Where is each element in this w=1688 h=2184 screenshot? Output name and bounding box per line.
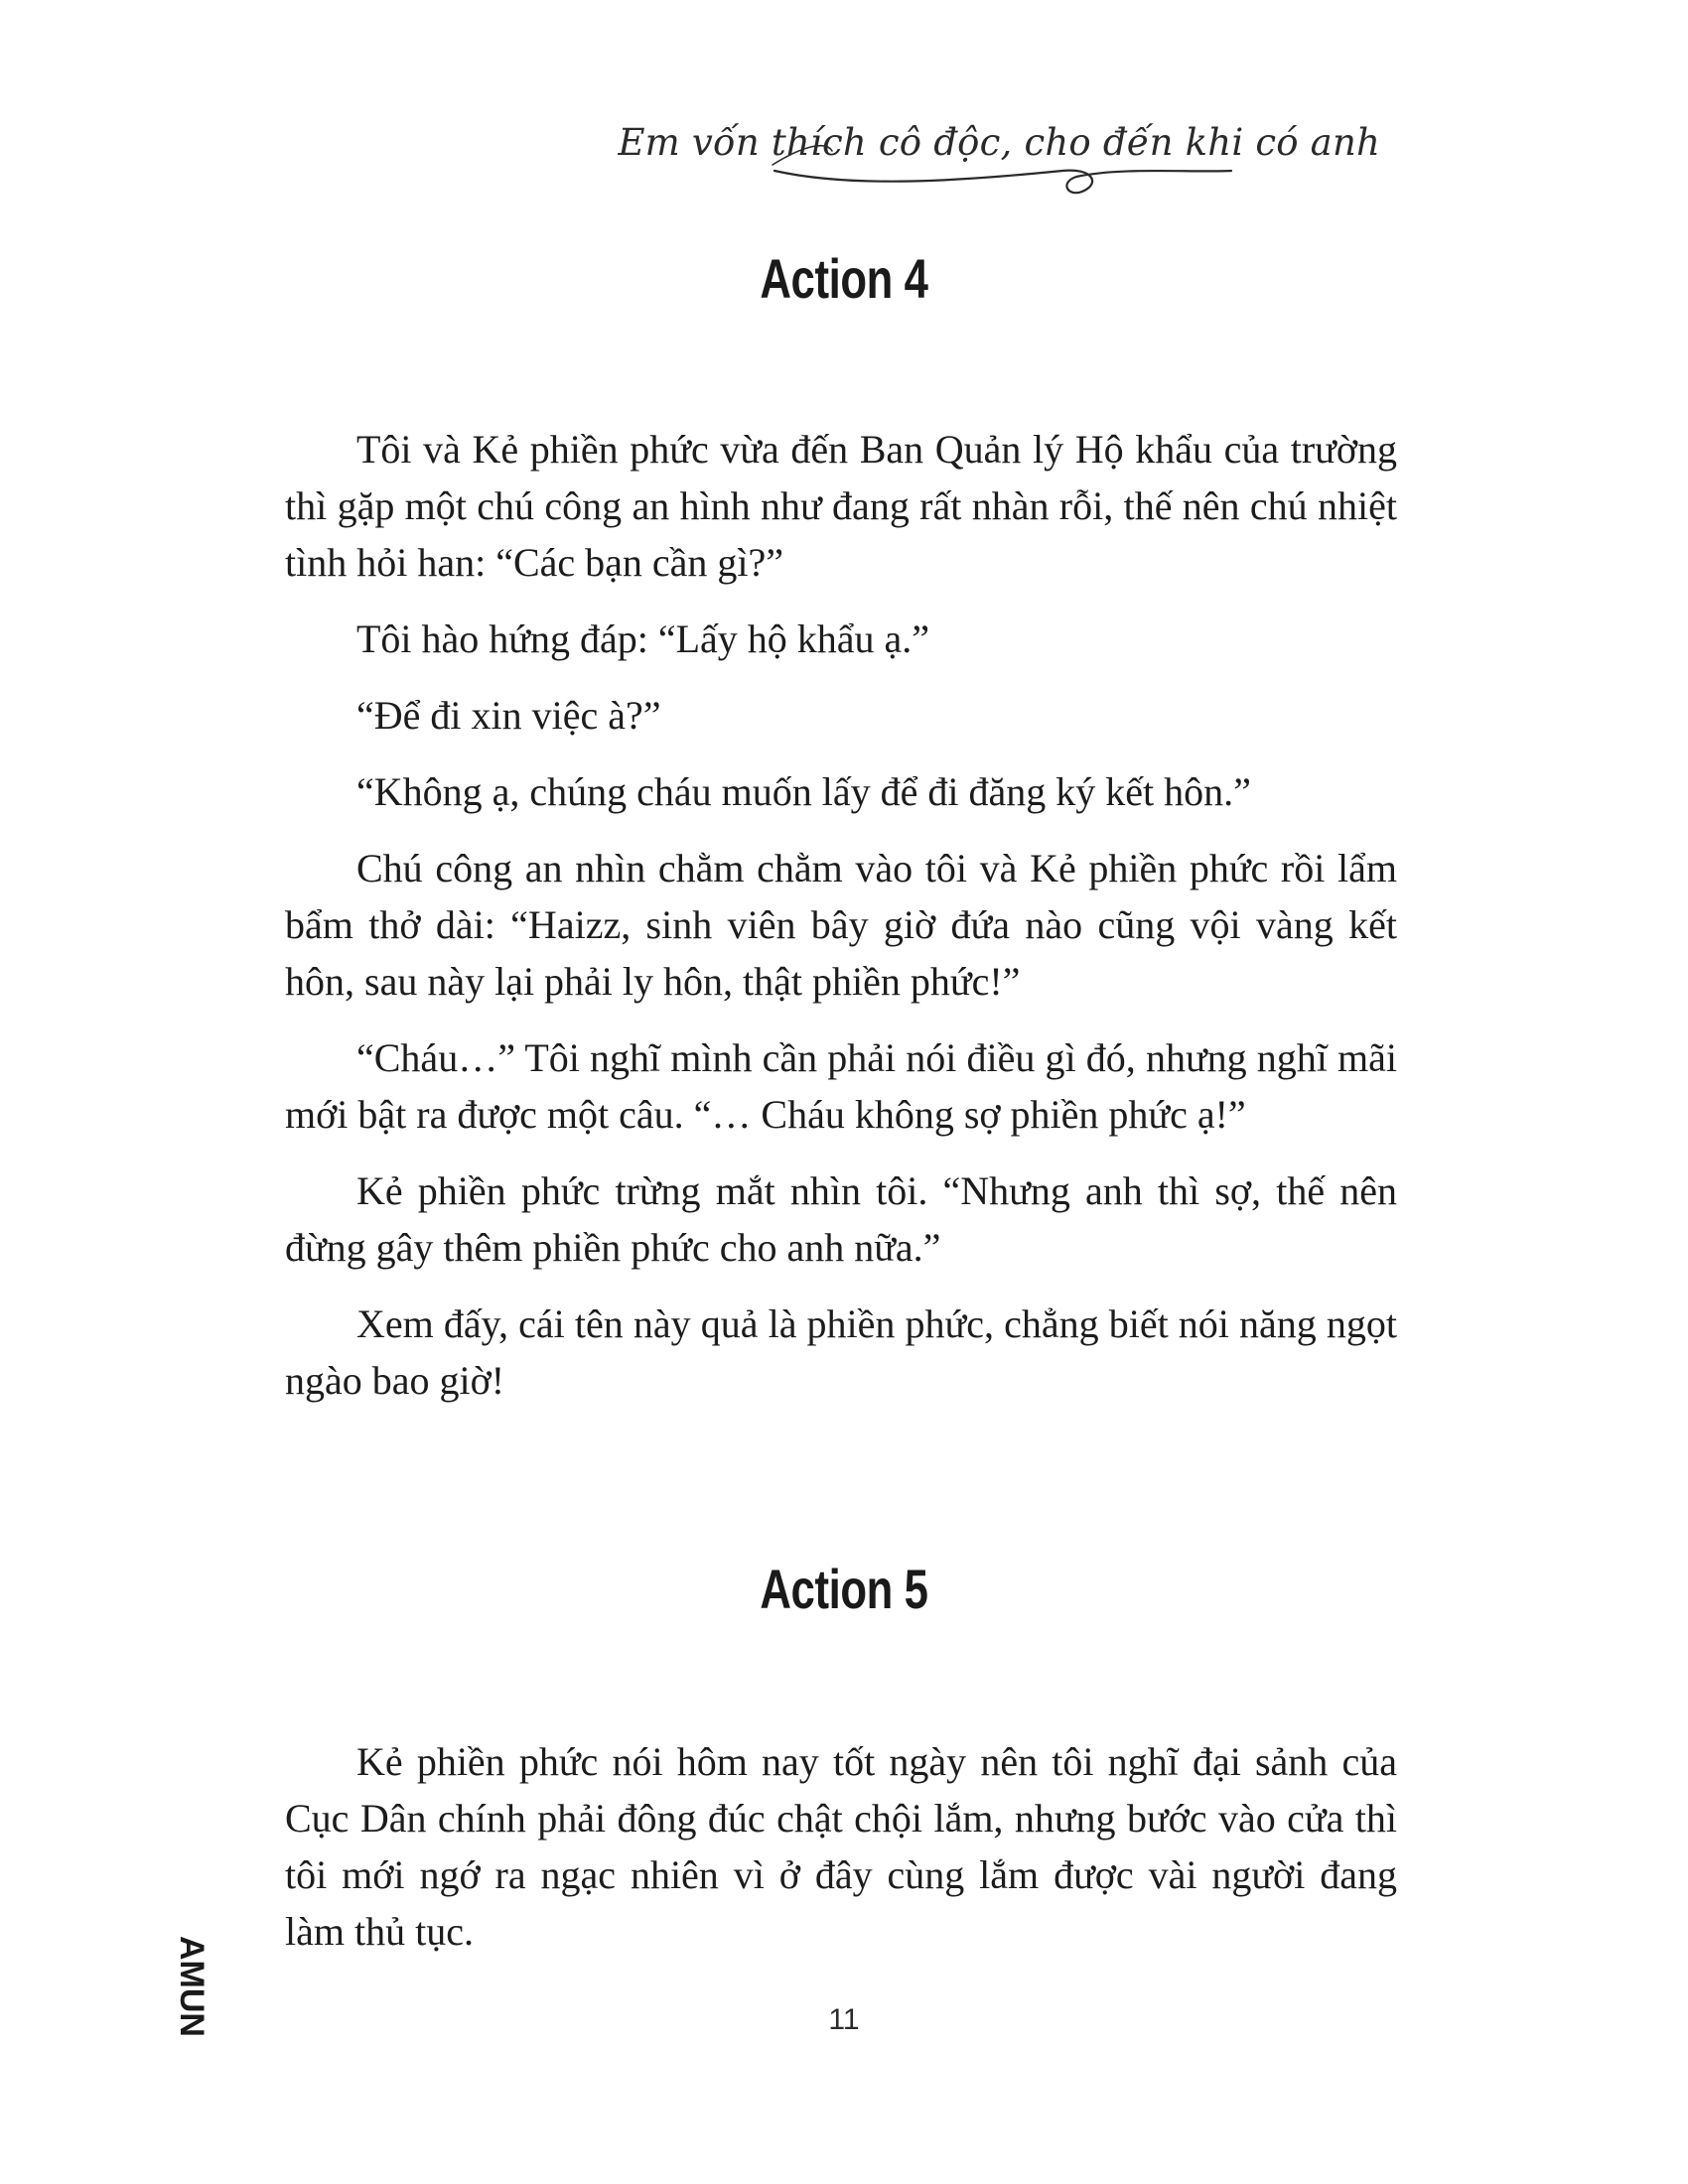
paragraph: Kẻ phiền phức nói hôm nay tốt ngày nên tôi nghĩ đại sảnh của Cục Dân chính phải đông đúc chật chội lắm, nhưng bước vào cửa thì tôi mới ngớ ra ngạc nhiên vì ở đây cùng lắm được vài người đang làm thủ tục. [285,1739,1397,1954]
chapter-heading-action-5: Action 5 [760,1558,928,1620]
chapter-heading-action-4: Action 4 [760,247,928,310]
paragraph: Chú công an nhìn chằm chằm vào tôi và Kẻ phiền phức rồi lẩm bẩm thở dài: “Haizz, sinh viên bây giờ đứa nào cũng vội vàng kết hôn, sau này lại phải ly hôn, thật phiền phức!” [285,846,1397,1004]
section-action-5-body [285,1733,1397,1979]
paragraph: Tôi hào hứng đáp: “Lấy hộ khẩu ạ.” [356,616,930,661]
paragraph: “Để đi xin việc à?” [356,693,661,738]
paragraph: “Cháu…” Tôi nghĩ mình cần phải nói điều gì đó, nhưng nghĩ mãi mới bật ra được một câu. “… Cháu không sợ phiền phức ạ!” [285,1035,1397,1137]
page-number: 11 [828,2003,860,2036]
running-header [618,111,1400,210]
section-action-4-body [285,421,1397,1429]
paragraph: Kẻ phiền phức trừng mắt nhìn tôi. “Nhưng anh thì sợ, thế nên đừng gây thêm phiền phức cho anh nữa.” [285,1168,1397,1270]
paragraph: “Không ạ, chúng cháu muốn lấy để đi đăng ký kết hôn.” [356,769,1251,814]
publisher-logo-text: AMUN [173,1936,211,2037]
paragraph: Tôi và Kẻ phiền phức vừa đến Ban Quản lý Hộ khẩu của trường thì gặp một chú công an hình như đang rất nhàn rỗi, thế nên chú nhiệt tình hỏi han: “Các bạn cần gì?” [285,427,1397,585]
paragraph: Xem đấy, cái tên này quả là phiền phức, chẳng biết nói năng ngọt ngào bao giờ! [285,1301,1397,1403]
running-title: Em vốn thích cô độc, cho đến khi có anh [618,121,1380,164]
